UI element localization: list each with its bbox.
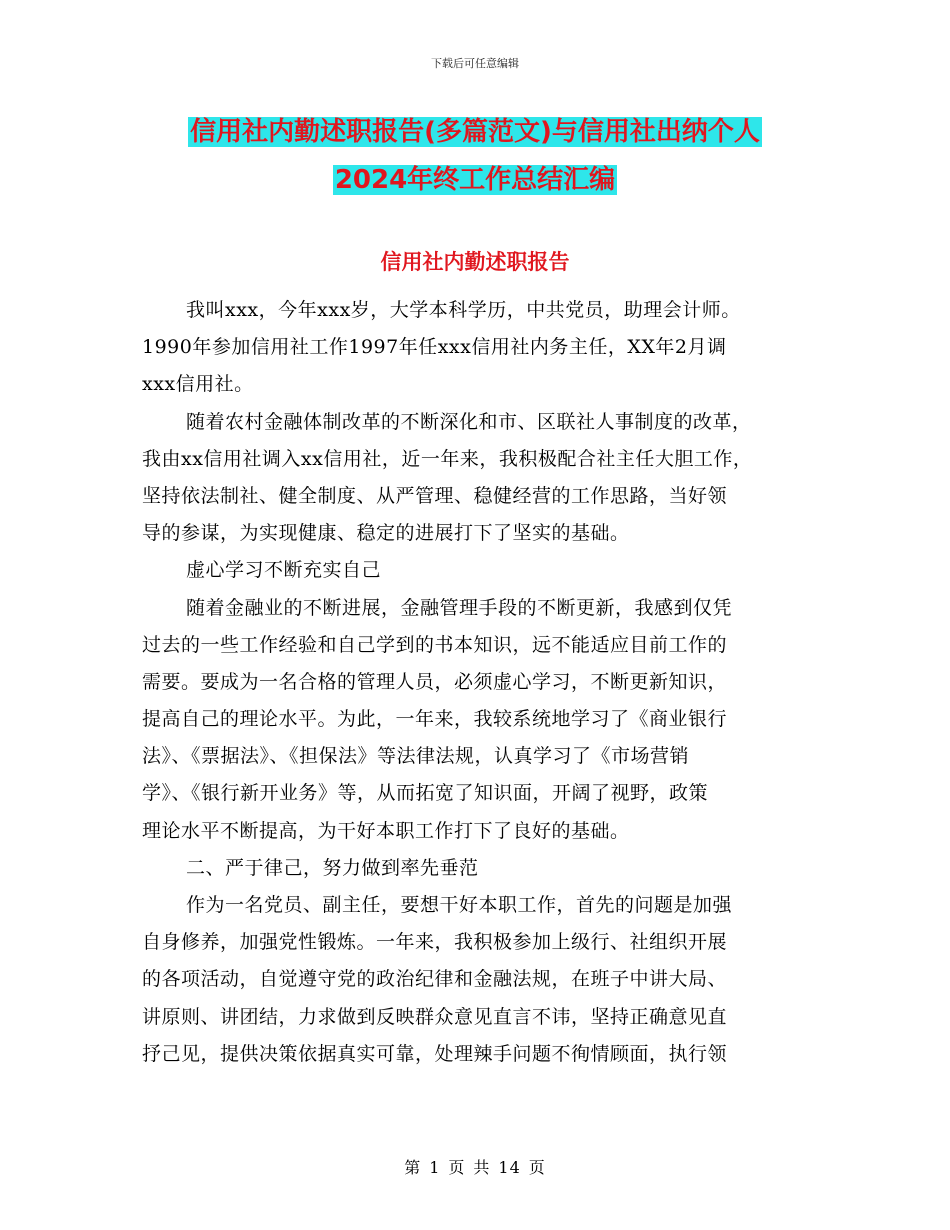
section-title: 信用社内勤述职报告: [380, 250, 570, 274]
body-line: 提高自己的理论水平。为此，一年来，我较系统地学习了《商业银行: [142, 708, 728, 731]
body-line: 二、严于律己，努力做到率先垂范: [186, 856, 479, 879]
body-line: 需要。要成为一名合格的管理人员，必须虚心学习，不断更新知识，: [142, 670, 728, 693]
body-line: 随着农村金融体制改革的不断深化和市、区联社人事制度的改革，: [186, 410, 752, 433]
body-line: 随着金融业的不断进展，金融管理手段的不断更新，我感到仅凭: [186, 596, 733, 619]
body-text: [142, 292, 812, 1073]
document-title: [0, 108, 950, 204]
header-note: 下载后可任意编辑: [431, 57, 519, 70]
footer-total-pages: 14: [498, 1158, 521, 1177]
body-line: 学》、《银行新开业务》等，从而拓宽了知识面，开阔了视野，政策: [142, 782, 709, 805]
body-line: 自身修养，加强党性锻炼。一年来，我积极参加上级行、社组织开展: [142, 931, 728, 954]
footer-prefix: 第: [404, 1158, 422, 1177]
body-line: xxx信用社。: [142, 373, 254, 396]
body-line: 1990年参加信用社工作1997年任xxx信用社内务主任，XX年2月调: [142, 336, 727, 359]
page-footer: [0, 1155, 950, 1178]
body-line: 抒己见，提供决策依据真实可靠，处理辣手问题不徇情顾面，执行领: [142, 1042, 728, 1065]
body-line: 坚持依法制社、健全制度、从严管理、稳健经营的工作思路，当好领: [142, 484, 728, 507]
footer-suffix: 页: [528, 1158, 546, 1177]
body-line: 虚心学习不断充实自己: [186, 559, 382, 582]
body-line: 的各项活动，自觉遵守党的政治纪律和金融法规，在班子中讲大局、: [142, 968, 728, 991]
body-line: 作为一名党员、副主任，要想干好本职工作，首先的问题是加强: [186, 894, 733, 916]
body-line: 理论水平不断提高，为干好本职工作打下了良好的基础。: [142, 819, 630, 842]
title-line-1: 信用社内勤述职报告(多篇范文)与信用社出纳个人: [190, 117, 760, 147]
body-line: 过去的一些工作经验和自己学到的书本知识，远不能适应目前工作的: [142, 633, 728, 656]
footer-total-label: 共: [473, 1158, 491, 1177]
body-line: 讲原则、讲团结，力求做到反映群众意见直言不讳，坚持正确意见直: [142, 1005, 728, 1028]
body-line: 导的参谋，为实现健康、稳定的进展打下了坚实的基础。: [142, 522, 630, 545]
footer-page-number: 1: [429, 1158, 441, 1177]
footer-page-label: 页: [448, 1158, 466, 1177]
title-line-2: 2024年终工作总结汇编: [334, 165, 616, 195]
body-line: 法》、《票据法》、《担保法》等法律法规，认真学习了《市场营销: [142, 745, 690, 768]
body-line: 我叫xxx，今年xxx岁，大学本科学历，中共党员，助理会计师。: [186, 299, 741, 321]
body-line: 我由xx信用社调入xx信用社，近一年来，我积极配合社主任大胆工作，: [142, 447, 753, 470]
